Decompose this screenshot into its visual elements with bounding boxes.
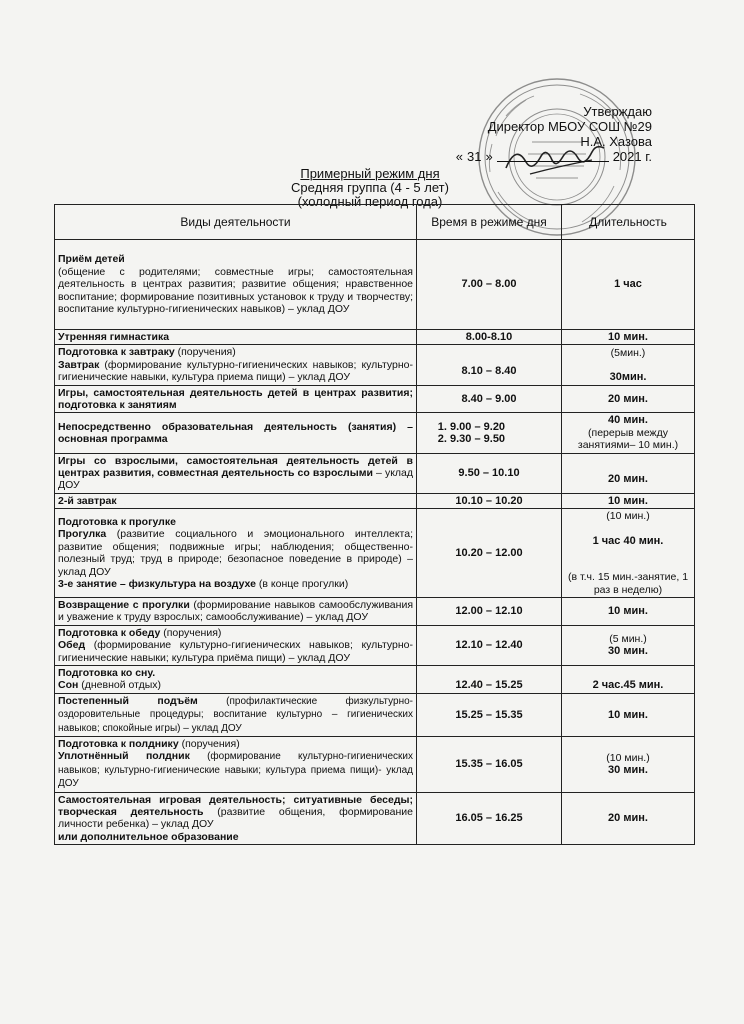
table-row — [55, 625, 695, 665]
activity-cell — [55, 665, 417, 693]
activity-title: Приём детей — [58, 253, 125, 266]
duration-value: 30мин. — [609, 371, 647, 384]
table-row — [55, 493, 695, 508]
activity-cell — [55, 345, 417, 385]
time-cell — [417, 665, 562, 693]
duration-cell — [562, 413, 695, 453]
time-cell: 7.00 – 8.00 — [417, 240, 562, 330]
activity-title: Самостоятельная игровая деятельность; ситуативные беседы; творческая деятельность — [58, 793, 413, 818]
session-1: 1. 9.00 – 9.20 — [450, 421, 558, 433]
table-row — [55, 736, 695, 792]
time-cell: 9.50 – 10.10 — [417, 453, 562, 493]
activity-subtitle: Уплотнённый полдник — [58, 750, 190, 763]
duration-value: 1 час 40 мин. — [592, 534, 664, 547]
duration-cell: 10 мин. — [562, 597, 695, 625]
activity-title: Подготовка к прогулке — [58, 515, 176, 528]
time-cell — [417, 345, 562, 385]
activity-title: Игры, самостоятельная деятельность детей в центрах развития; подготовка к занятиям — [55, 385, 417, 413]
activity-desc: (формирование культурно-гигиенических навыков; культурно-гигиенические навыки, культура приема пищи) – уклад ДОУ — [58, 358, 413, 384]
date-close-quote: » — [485, 149, 493, 164]
duration-note: (5мин.) — [610, 346, 646, 359]
time-cell: 8.40 – 9.00 — [417, 385, 562, 413]
activity-cell — [55, 453, 417, 493]
duration-cell — [562, 625, 695, 665]
activity-cell — [55, 693, 417, 736]
schedule-table — [54, 204, 695, 845]
duration-cell: 20 мин. — [562, 792, 695, 845]
time-cell: 12.00 – 12.10 — [417, 597, 562, 625]
duration-cell — [562, 509, 695, 598]
session-2: 2. 9.30 – 9.50 — [450, 433, 558, 445]
time-cell: 10.10 – 10.20 — [417, 493, 562, 508]
duration-cell — [562, 665, 695, 693]
activity-title: Подготовка к обеду — [58, 626, 161, 639]
activity-title: 2-й завтрак — [55, 493, 417, 508]
duration-extra-note: (в т.ч. 15 мин.-занятие, 1 раз в неделю) — [567, 571, 689, 596]
activity-title: Подготовка к завтраку — [58, 346, 175, 359]
activity-subtitle: Завтрак — [58, 358, 100, 371]
table-row — [55, 597, 695, 625]
approval-label: Утверждаю — [583, 104, 652, 119]
activity-desc: (развитие общения, формирование личности ребенка) – уклад ДОУ — [58, 806, 414, 831]
table-header-row — [55, 205, 695, 240]
activity-cell — [55, 509, 417, 598]
activity-desc: (развитие социального и эмоционального интеллекта; развитие общения; подвижные игры; наблюдения; общественно-полезный труд; труд в природе; безопасное поведение в природе) – уклад ДОУ — [58, 528, 413, 578]
activity-extra-title: 3-е занятие – физкультура на воздухе — [58, 577, 256, 590]
duration-value: 20 мин. — [608, 473, 648, 486]
time-cell: 8.00-8.10 — [417, 330, 562, 345]
activity-title: Постепенный подъём — [58, 694, 198, 707]
date-day: 31 — [466, 149, 482, 164]
time-cell — [417, 413, 562, 453]
duration-note: (10 мин.) — [606, 751, 650, 764]
duration-cell — [562, 345, 695, 385]
activity-subtitle: Прогулка — [58, 528, 107, 541]
duration-cell — [562, 736, 695, 792]
time-value: 12.40 – 15.25 — [455, 679, 523, 692]
activity-desc: – уклад ДОУ — [58, 467, 414, 492]
document-heading — [240, 167, 500, 209]
activity-title: Подготовка к полднику — [58, 737, 179, 750]
activity-subtitle: Сон — [58, 679, 79, 692]
activity-desc: (формирование культурно-гигиенических навыков; культурно-гигиенические навыки; культура приема пищи)- уклад ДОУ — [58, 751, 413, 790]
director-title: Директор МБОУ СОШ №29 — [487, 119, 652, 134]
director-name: Н.А. Хазова — [580, 134, 652, 149]
table-row — [55, 345, 695, 385]
duration-value: 30 мин. — [608, 764, 648, 777]
table-row — [55, 413, 695, 453]
activity-desc: (общение с родителями; совместные игры; самостоятельная деятельность в центрах развития; развитие общения; нравственное воспитание; формирование позитивных установок к труду и творчеству; воспитание культурно-гигиенических навыков) – уклад ДОУ — [58, 265, 413, 316]
activity-title: Игры со взрослыми, самостоятельная деятельность детей в центрах развития, совместная деятельность со взрослыми — [58, 454, 413, 480]
period-subtitle: (холодный период года) — [297, 194, 443, 209]
activity-desc: (профилактические физкультурно-оздоровительные процедуры; воспитание культурно – гигиенических навыков; спокойные игры) – уклад ДОУ — [58, 695, 413, 734]
duration-cell: 10 мин. — [562, 330, 695, 345]
activity-extra-title: или дополнительное образование — [58, 830, 239, 843]
activity-subtitle: Обед — [58, 639, 86, 652]
date-open-quote: « — [455, 149, 463, 164]
table-row — [55, 792, 695, 845]
activity-note: (поручения) — [178, 737, 240, 750]
time-cell: 15.25 – 15.35 — [417, 693, 562, 736]
table-row — [55, 509, 695, 598]
approval-date — [432, 149, 652, 164]
date-year: 2021 г. — [612, 149, 652, 164]
activity-cell — [55, 736, 417, 792]
activity-cell — [55, 625, 417, 665]
duration-cell: 20 мин. — [562, 385, 695, 413]
activity-cell — [55, 240, 417, 330]
session-list — [420, 421, 558, 446]
table-row — [55, 453, 695, 493]
table-row — [55, 693, 695, 736]
time-cell: 15.35 – 16.05 — [417, 736, 562, 792]
duration-value: 40 мин. — [608, 414, 648, 427]
approval-block — [432, 104, 652, 164]
activity-title: Непосредственно образовательная деятельность (занятия) – основная программа — [55, 413, 417, 453]
date-month-line — [497, 149, 609, 162]
activity-extra-desc: (в конце прогулки) — [255, 577, 349, 590]
duration-note: (10 мин.) — [606, 510, 650, 523]
activity-title: Подготовка ко сну. — [58, 666, 156, 679]
duration-value: 2 час.45 мин. — [592, 679, 664, 692]
time-cell: 16.05 – 16.25 — [417, 792, 562, 845]
activity-desc: (формирование навыков самообслуживания и уважение к труду взрослых; самообслуживание) – уклад ДОУ — [58, 598, 413, 624]
duration-note: (5 мин.) — [609, 632, 647, 645]
duration-value: 30 мин. — [608, 645, 648, 658]
activity-cell — [55, 597, 417, 625]
time-cell: 10.20 – 12.00 — [417, 509, 562, 598]
activity-desc: (дневной отдых) — [78, 679, 162, 692]
time-cell: 12.10 – 12.40 — [417, 625, 562, 665]
activity-note: (поручения) — [174, 346, 236, 359]
duration-cell: 10 мин. — [562, 693, 695, 736]
duration-cell: 10 мин. — [562, 493, 695, 508]
activity-title: Утренняя гимнастика — [55, 330, 417, 345]
duration-cell: 1 час — [562, 240, 695, 330]
header-activities: Виды деятельности — [55, 205, 417, 240]
time-value: 8.10 – 8.40 — [461, 364, 517, 377]
header-time: Время в режиме дня — [417, 205, 562, 240]
table-row — [55, 330, 695, 345]
table-row — [55, 240, 695, 330]
activity-note: (поручения) — [160, 626, 222, 639]
activity-title: Возвращение с прогулки — [58, 598, 190, 611]
activity-cell — [55, 792, 417, 845]
table-row — [55, 665, 695, 693]
document-title: Примерный режим дня — [300, 166, 440, 181]
header-duration: Длительность — [562, 205, 695, 240]
duration-note: (перерыв между занятиями– 10 мин.) — [577, 426, 679, 452]
table-row — [55, 385, 695, 413]
duration-cell — [562, 453, 695, 493]
activity-desc: (формирование культурно-гигиенических навыков; культурно-гигиенические навыки; культура приёма пищи) – уклад ДОУ — [58, 639, 413, 664]
group-subtitle: Средняя группа (4 - 5 лет) — [291, 180, 449, 195]
